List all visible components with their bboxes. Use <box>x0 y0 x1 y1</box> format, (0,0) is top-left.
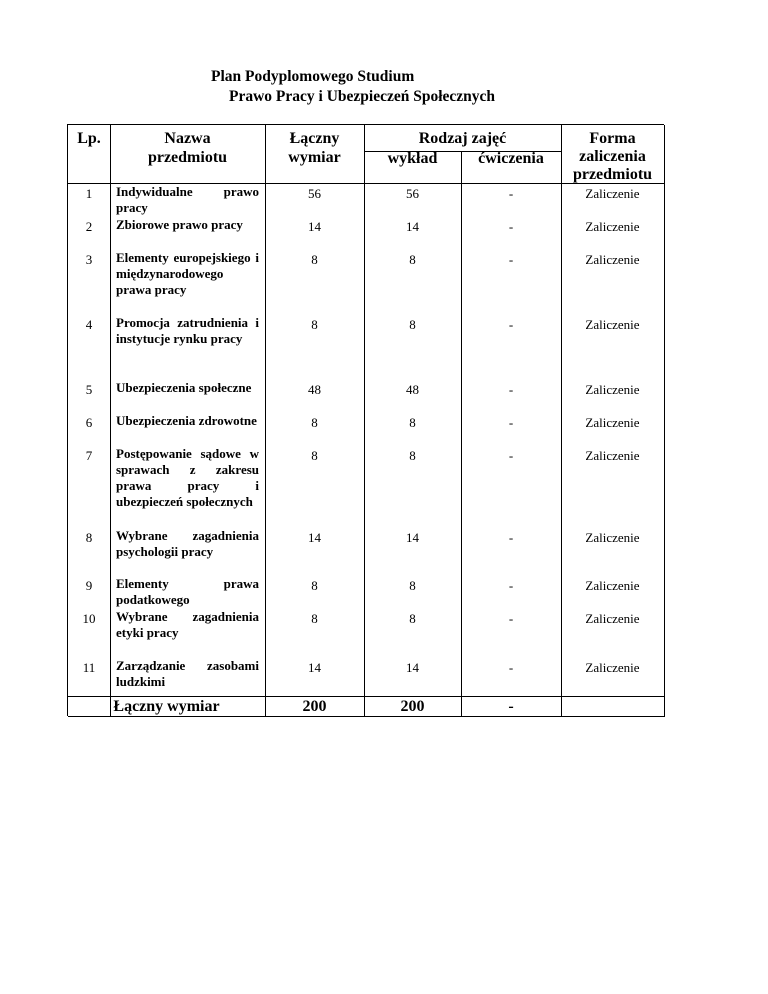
row-cwiczenia: - <box>508 611 514 626</box>
header-forma-1: Forma <box>589 130 636 147</box>
table-bottom-line <box>68 716 665 717</box>
row-wyklad: 8 <box>409 448 416 463</box>
header-forma-3: przedmiotu <box>572 166 653 183</box>
row-wyklad: 8 <box>409 317 416 332</box>
row-forma: Zaliczenie <box>585 660 640 675</box>
header-forma-2: zaliczenia <box>579 148 646 165</box>
study-plan-table <box>67 124 664 716</box>
row-forma: Zaliczenie <box>585 448 640 463</box>
row-nazwa: Elementy prawa podatkowego <box>116 576 259 607</box>
row-lp: 7 <box>85 448 93 463</box>
header-lp: Lp. <box>77 130 101 147</box>
row-nazwa: Postępowanie sądowe w sprawach z zakresu prawa pracy i ubezpieczeń społecznych <box>116 446 259 509</box>
row-cwiczenia: - <box>508 219 514 234</box>
header-laczny-1: Łączny <box>289 130 340 147</box>
row-lp: 11 <box>82 660 96 675</box>
row-lp: 5 <box>85 382 93 397</box>
total-laczny: 200 <box>302 698 327 715</box>
row-lp: 1 <box>85 186 93 201</box>
row-cwiczenia: - <box>508 382 514 397</box>
row-nazwa: Ubezpieczenia społeczne <box>116 380 252 395</box>
row-lp: 9 <box>85 578 93 593</box>
row-nazwa: Indywidualne prawo pracy <box>116 184 259 215</box>
row-lp: 10 <box>82 611 96 626</box>
row-nazwa: Elementy europejskiego i międzynarodowego prawa pracy <box>116 250 259 297</box>
row-laczny: 8 <box>311 611 318 626</box>
row-wyklad: 8 <box>409 611 416 626</box>
row-nazwa: Wybrane zagadnienia psychologii pracy <box>116 528 259 559</box>
row-laczny: 48 <box>308 382 321 397</box>
row-laczny: 14 <box>308 219 321 234</box>
row-forma: Zaliczenie <box>585 530 640 545</box>
row-forma: Zaliczenie <box>585 186 640 201</box>
header-nazwa-2: przedmiotu <box>147 149 228 166</box>
header-nazwa-1: Nazwa <box>164 130 211 147</box>
row-forma: Zaliczenie <box>585 252 640 267</box>
col-divider-4 <box>461 151 462 717</box>
row-nazwa: Promocja zatrudnienia i instytucje rynku pracy <box>116 315 259 346</box>
row-forma: Zaliczenie <box>585 611 640 626</box>
col-divider-1 <box>110 125 111 717</box>
row-laczny: 8 <box>311 448 318 463</box>
row-wyklad: 56 <box>406 186 419 201</box>
row-nazwa: Zbiorowe prawo pracy <box>116 217 243 232</box>
header-laczny-2: wymiar <box>288 149 341 166</box>
row-lp: 8 <box>85 530 93 545</box>
total-cwiczenia: - <box>508 698 514 715</box>
row-nazwa: Ubezpieczenia zdrowotne <box>116 413 257 428</box>
row-laczny: 14 <box>308 530 321 545</box>
row-cwiczenia: - <box>508 317 514 332</box>
row-cwiczenia: - <box>508 660 514 675</box>
total-label: Łączny wymiar <box>113 698 220 715</box>
row-wyklad: 14 <box>406 219 419 234</box>
header-wyklad: wykład <box>387 150 438 167</box>
row-nazwa: Zarządzanie zasobami ludzkimi <box>116 658 259 689</box>
row-cwiczenia: - <box>508 530 514 545</box>
row-cwiczenia: - <box>508 448 514 463</box>
row-forma: Zaliczenie <box>585 578 640 593</box>
col-divider-right <box>664 125 665 717</box>
document-title-line2: Prawo Pracy i Ubezpieczeń Społecznych <box>229 88 496 105</box>
row-cwiczenia: - <box>508 186 514 201</box>
row-laczny: 8 <box>311 415 318 430</box>
row-cwiczenia: - <box>508 578 514 593</box>
row-wyklad: 14 <box>406 660 419 675</box>
row-cwiczenia: - <box>508 252 514 267</box>
row-wyklad: 14 <box>406 530 419 545</box>
header-rodzaj: Rodzaj zajęć <box>418 130 507 147</box>
row-forma: Zaliczenie <box>585 219 640 234</box>
row-wyklad: 48 <box>406 382 419 397</box>
row-lp: 6 <box>85 415 93 430</box>
row-wyklad: 8 <box>409 578 416 593</box>
total-wyklad: 200 <box>400 698 425 715</box>
row-cwiczenia: - <box>508 415 514 430</box>
row-wyklad: 8 <box>409 415 416 430</box>
row-forma: Zaliczenie <box>585 415 640 430</box>
row-lp: 2 <box>85 219 93 234</box>
header-cwiczenia: ćwiczenia <box>478 150 544 167</box>
row-lp: 3 <box>85 252 93 267</box>
row-forma: Zaliczenie <box>585 382 640 397</box>
row-laczny: 8 <box>311 317 318 332</box>
row-nazwa: Wybrane zagadnienia etyki pracy <box>116 609 259 640</box>
row-lp: 4 <box>85 317 93 332</box>
document-title-line1: Plan Podyplomowego Studium <box>211 68 415 85</box>
row-wyklad: 8 <box>409 252 416 267</box>
row-laczny: 8 <box>311 578 318 593</box>
row-laczny: 14 <box>308 660 321 675</box>
row-laczny: 56 <box>308 186 321 201</box>
row-laczny: 8 <box>311 252 318 267</box>
row-forma: Zaliczenie <box>585 317 640 332</box>
